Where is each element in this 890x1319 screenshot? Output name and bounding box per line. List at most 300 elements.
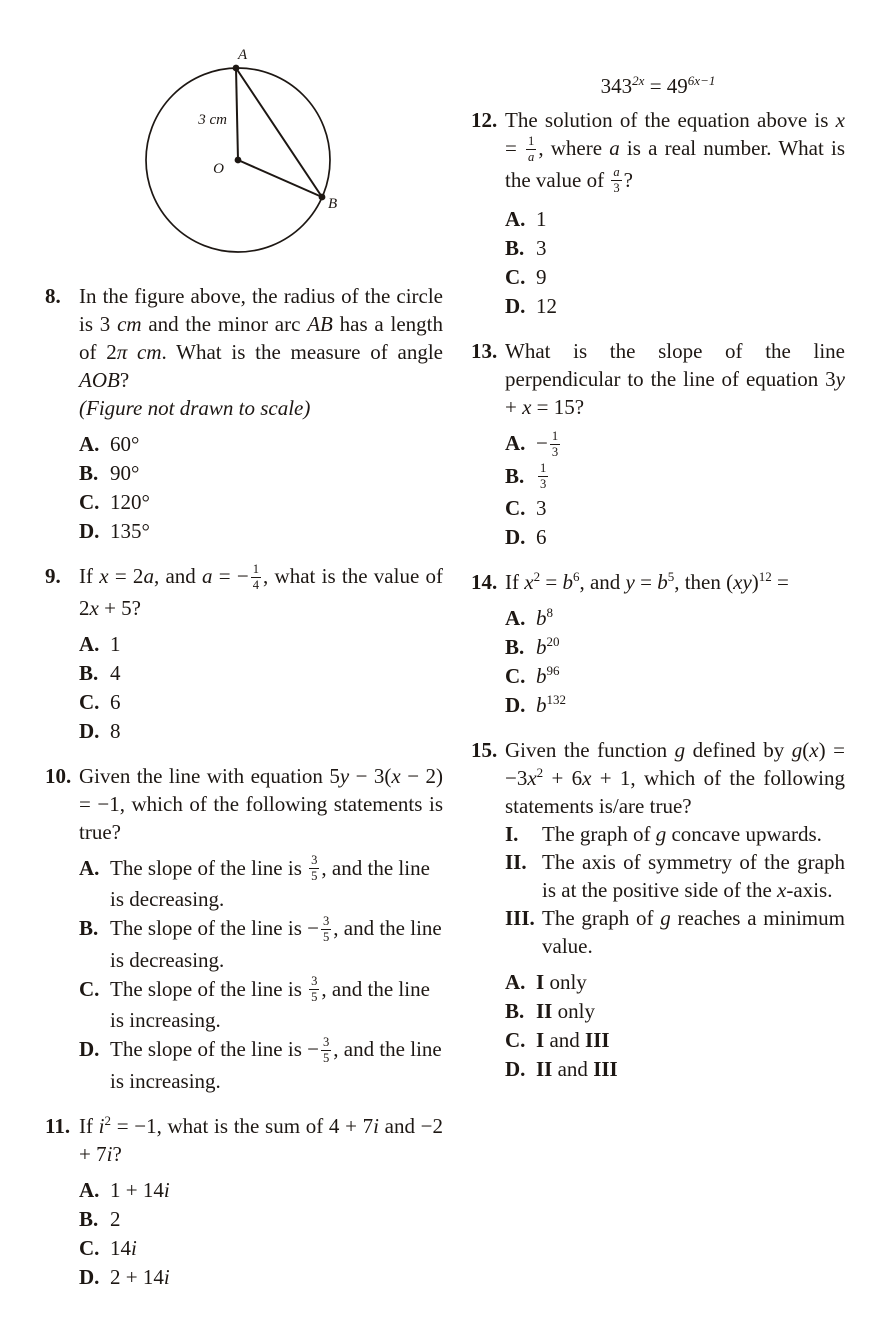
- text-run: and −2 + 7: [79, 1113, 443, 1166]
- text-run: 343: [600, 74, 633, 98]
- superscript: 12: [758, 569, 772, 585]
- option-b: [505, 462, 845, 494]
- option-d: [79, 1263, 443, 1291]
- statement-label: III.: [505, 906, 535, 931]
- text-run: 1: [536, 207, 547, 232]
- text-run: a: [609, 136, 620, 160]
- option-letter: C.: [505, 1028, 526, 1053]
- text-run: 1: [110, 631, 121, 656]
- fraction-numerator: 1: [551, 428, 559, 443]
- left-questions-container: [45, 282, 443, 1292]
- option-b: [505, 234, 845, 262]
- text-run: has a length of 2: [79, 312, 443, 364]
- option-letter: B.: [505, 463, 525, 488]
- question-14: [471, 568, 845, 720]
- fraction-numerator: 1: [528, 133, 535, 148]
- option-letter: B.: [79, 916, 99, 941]
- option-letter: D.: [505, 525, 526, 550]
- text-run: The graph of: [542, 822, 656, 847]
- option-content: [110, 1176, 443, 1204]
- question-content: [79, 1112, 443, 1292]
- question-15: [471, 736, 845, 1084]
- text-run: x: [89, 595, 99, 620]
- option-letter: A.: [505, 606, 526, 631]
- options-list: [505, 968, 845, 1083]
- text-run: b: [562, 570, 573, 595]
- question-body: [505, 337, 845, 421]
- option-d: [79, 517, 443, 545]
- text-run: The axis of symmetry of the graph is at the positive side of the: [542, 850, 845, 903]
- text-run: =: [634, 570, 658, 595]
- option-letter: A.: [505, 970, 526, 995]
- question-number: 13.: [471, 339, 498, 364]
- circle-figure-svg: [109, 46, 379, 270]
- figure-note: [79, 394, 443, 422]
- options-list: [505, 429, 845, 551]
- fraction: [550, 429, 560, 460]
- option-letter: C.: [79, 976, 100, 1001]
- option-a: [505, 604, 845, 632]
- text-run: 3: [536, 236, 547, 261]
- superscript: 6x−1: [687, 73, 716, 88]
- option-content: [110, 975, 443, 1035]
- text-run: g: [660, 906, 671, 931]
- option-d: [79, 717, 443, 745]
- text-run: i: [373, 1113, 379, 1138]
- option-letter: A.: [79, 1177, 100, 1202]
- option-content: [536, 234, 845, 262]
- option-content: [536, 662, 845, 690]
- statement-text: [542, 820, 845, 848]
- fraction-denominator: 3: [540, 477, 547, 492]
- radius-label: 3 cm: [198, 112, 227, 128]
- question-body: [79, 762, 443, 846]
- fraction-numerator: 3: [311, 974, 318, 989]
- option-b: [79, 659, 443, 687]
- text-run: 6: [110, 689, 121, 714]
- right-column: [471, 46, 845, 1305]
- question-content: [505, 736, 845, 1084]
- fraction-numerator: 3: [322, 1035, 330, 1050]
- option-letter: A.: [79, 855, 100, 880]
- question-number: 12.: [471, 108, 498, 132]
- option-letter: B.: [505, 236, 525, 261]
- fraction-denominator: 4: [252, 577, 260, 592]
- text-run: 9: [536, 265, 547, 290]
- option-letter: B.: [505, 635, 525, 660]
- question-content: [79, 562, 443, 746]
- option-a: [505, 205, 845, 233]
- superscript: 6: [572, 569, 580, 585]
- text-run: I: [536, 970, 545, 995]
- question-number: 10.: [45, 763, 72, 788]
- option-content: [536, 691, 845, 719]
- option-content: [536, 604, 845, 632]
- option-letter: A.: [79, 432, 100, 456]
- option-b: [79, 459, 443, 487]
- option-c: [505, 494, 845, 522]
- option-letter: D.: [505, 693, 526, 718]
- fraction-denominator: 5: [311, 990, 318, 1005]
- option-content: [536, 205, 845, 233]
- fraction-denominator: 3: [613, 181, 620, 196]
- text-run: i: [131, 1235, 137, 1260]
- option-content: [110, 854, 443, 914]
- circle-figure: [45, 46, 443, 270]
- text-run: b: [536, 693, 547, 718]
- option-content: [536, 462, 845, 494]
- text-run: defined by: [685, 738, 792, 763]
- statement-label: II.: [505, 850, 527, 875]
- text-run: ?: [112, 1141, 122, 1166]
- options-list: [79, 430, 443, 545]
- question-13: [471, 337, 845, 552]
- question-content: [79, 762, 443, 1096]
- question-12-lead-equation: [471, 72, 845, 100]
- option-letter: A.: [79, 631, 100, 656]
- option-d: [505, 292, 845, 320]
- option-a: [79, 1176, 443, 1204]
- text-run: y: [835, 367, 845, 392]
- options-list: [505, 205, 845, 320]
- option-c: [79, 688, 443, 716]
- options-list: [79, 630, 443, 745]
- fraction-denominator: 3: [551, 444, 559, 459]
- text-run: x: [99, 564, 109, 588]
- text-run: , and the line is increasing.: [110, 1037, 442, 1093]
- right-questions-container: [471, 72, 845, 1084]
- superscript: 20: [546, 634, 560, 650]
- point-a-label: A: [238, 47, 248, 63]
- text-run: reaches a minimum value.: [542, 906, 845, 959]
- text-run: y: [339, 763, 350, 788]
- option-content: [536, 429, 845, 461]
- superscript: 2: [104, 1112, 112, 1128]
- option-letter: B.: [79, 461, 99, 485]
- options-list: [79, 854, 443, 1095]
- text-run: π cm: [116, 340, 162, 364]
- fraction: [611, 165, 621, 196]
- text-run: = 15?: [531, 395, 585, 420]
- question-10: [45, 762, 443, 1096]
- option-b: [505, 633, 845, 661]
- fraction-numerator: 1: [252, 561, 260, 576]
- text-run: -axis.: [786, 878, 833, 903]
- option-letter: C.: [79, 490, 100, 514]
- point-a-dot: [233, 65, 240, 72]
- text-run: , where: [538, 136, 610, 160]
- text-run: x: [391, 763, 401, 788]
- fraction: [526, 134, 536, 165]
- text-run: x: [522, 395, 532, 420]
- text-run: x: [777, 878, 787, 903]
- text-run: + 6: [543, 766, 583, 791]
- text-run: y: [625, 570, 635, 595]
- option-b: [79, 1205, 443, 1233]
- text-run: What is the slope of the line perpendicular to the line of equation 3: [505, 339, 845, 392]
- option-d: [505, 691, 845, 719]
- text-run: 12: [536, 294, 557, 319]
- option-b: [505, 997, 845, 1025]
- question-12: [471, 72, 845, 321]
- text-run: = 49: [644, 74, 688, 98]
- statement-i: [505, 820, 845, 848]
- text-run: =: [771, 570, 789, 595]
- text-run: xy: [733, 570, 752, 595]
- option-content: [536, 968, 845, 996]
- option-c: [79, 1234, 443, 1262]
- option-content: [110, 430, 443, 458]
- option-c: [79, 488, 443, 516]
- option-d: [505, 1055, 845, 1083]
- fraction-numerator: 1: [540, 461, 547, 476]
- fraction-denominator: a: [528, 149, 535, 164]
- text-run: ): [751, 570, 759, 595]
- question-number: 8.: [45, 284, 61, 308]
- option-a: [505, 429, 845, 461]
- superscript: 96: [546, 663, 560, 679]
- text-run: (Figure not drawn to scale): [79, 396, 311, 420]
- text-run: g: [791, 738, 803, 763]
- fraction: [321, 1035, 331, 1066]
- text-run: i: [163, 1177, 170, 1202]
- text-run: only: [552, 999, 595, 1024]
- text-run: i: [98, 1113, 105, 1138]
- question-row: [45, 282, 443, 546]
- text-run: In the figure above, the radius of the circle is 3: [79, 284, 443, 336]
- option-content: [536, 494, 845, 522]
- fraction-numerator: 3: [322, 913, 330, 928]
- text-run: i: [106, 1141, 113, 1166]
- point-b-dot: [319, 194, 326, 201]
- question-number: 9.: [45, 564, 61, 588]
- text-run: , then (: [674, 570, 734, 595]
- question-11: [45, 1112, 443, 1292]
- text-run: b: [536, 606, 547, 631]
- text-run: 2 + 14: [110, 1264, 164, 1289]
- option-content: [536, 1026, 845, 1054]
- option-c: [505, 1026, 845, 1054]
- text-run: x: [835, 108, 845, 132]
- text-run: x: [524, 570, 534, 595]
- text-run: II: [536, 999, 553, 1024]
- option-c: [505, 263, 845, 291]
- option-content: [110, 717, 443, 745]
- option-content: [536, 523, 845, 551]
- text-run: x: [809, 738, 819, 763]
- text-run: is a real number. What is the value of: [505, 136, 845, 192]
- question-row: [471, 337, 845, 552]
- question-number: 11.: [45, 1113, 71, 1138]
- point-b-label: B: [328, 196, 338, 212]
- question-row: [45, 1112, 443, 1292]
- option-content: [110, 1234, 443, 1262]
- option-letter: D.: [79, 718, 100, 743]
- point-o-dot: [235, 157, 242, 164]
- question-body: [505, 106, 845, 197]
- text-run: Given the line with equation 5: [79, 763, 340, 788]
- question-content: [505, 106, 845, 321]
- question-row: [45, 762, 443, 1096]
- text-run: 135°: [110, 519, 150, 543]
- option-content: [110, 1035, 443, 1095]
- option-a: [79, 854, 443, 914]
- option-letter: B.: [79, 1206, 99, 1231]
- text-run: 60°: [110, 432, 140, 456]
- text-run: 2: [110, 1206, 121, 1231]
- option-content: [110, 459, 443, 487]
- text-run: i: [163, 1264, 170, 1289]
- text-run: and: [552, 1057, 594, 1082]
- text-run: and the minor arc: [141, 312, 308, 336]
- text-run: g: [674, 738, 686, 763]
- option-content: [110, 1205, 443, 1233]
- text-run: ?: [119, 368, 130, 392]
- text-run: AB: [307, 312, 333, 336]
- question-content: [505, 337, 845, 552]
- option-content: [536, 263, 845, 291]
- text-run: b: [536, 635, 547, 660]
- text-run: The graph of: [542, 906, 661, 931]
- text-run: − 3(: [349, 763, 392, 788]
- text-run: If: [79, 564, 100, 588]
- text-run: II: [536, 1057, 553, 1082]
- option-letter: C.: [79, 1235, 100, 1260]
- text-run: The solution of the equation above is: [505, 108, 836, 132]
- question-9: [45, 562, 443, 746]
- fraction-numerator: a: [613, 165, 620, 180]
- superscript: 2: [536, 765, 544, 781]
- text-run: AOB: [79, 368, 120, 392]
- text-run: 1 + 14: [110, 1177, 164, 1202]
- text-run: a: [202, 564, 213, 588]
- text-run: . What is the measure of angle: [161, 340, 443, 364]
- option-letter: D.: [79, 1037, 100, 1062]
- text-run: (: [802, 738, 810, 763]
- option-c: [505, 662, 845, 690]
- option-content: [110, 688, 443, 716]
- text-run: =: [540, 570, 563, 595]
- text-run: 4: [110, 660, 121, 685]
- text-run: The slope of the line is: [110, 855, 308, 880]
- fraction-numerator: 3: [311, 853, 318, 868]
- text-run: −: [536, 431, 548, 456]
- question-body: [79, 1112, 443, 1168]
- options-list: [505, 604, 845, 719]
- text-run: and: [544, 1028, 586, 1053]
- option-letter: B.: [505, 999, 525, 1024]
- text-run: , what is the value of 2: [79, 564, 444, 620]
- statement-label: I.: [505, 822, 519, 847]
- text-run: 8: [110, 718, 121, 743]
- option-content: [110, 914, 443, 974]
- question-body: [505, 568, 845, 596]
- fraction: [251, 562, 261, 593]
- text-run: If: [505, 570, 525, 595]
- text-run: only: [544, 970, 587, 995]
- superscript: 2x: [632, 73, 645, 88]
- text-run: concave upwards.: [666, 822, 822, 847]
- option-letter: C.: [505, 265, 526, 290]
- option-letter: A.: [505, 207, 526, 232]
- text-run: , and: [579, 570, 626, 595]
- question-body: [79, 562, 443, 622]
- text-run: 14: [110, 1235, 131, 1260]
- option-b: [79, 914, 443, 974]
- text-run: + 1, which of the following statements is/are true?: [505, 766, 845, 819]
- text-run: + 5?: [98, 595, 141, 620]
- superscript: 132: [546, 692, 567, 708]
- text-run: , and the line is increasing.: [110, 976, 430, 1033]
- text-run: , and the line is decreasing.: [110, 855, 430, 912]
- option-content: [110, 517, 443, 545]
- fraction: [309, 853, 319, 884]
- option-d: [505, 523, 845, 551]
- text-run: = −1, what is the sum of 4 + 7: [111, 1113, 374, 1138]
- option-letter: C.: [505, 496, 526, 521]
- option-letter: A.: [505, 431, 526, 456]
- text-run: =: [505, 136, 525, 160]
- option-letter: C.: [505, 664, 526, 689]
- question-body: [505, 736, 845, 820]
- option-letter: D.: [79, 519, 100, 543]
- fraction-denominator: 5: [311, 869, 318, 884]
- text-run: I: [536, 1028, 545, 1053]
- statement-text: [542, 904, 845, 960]
- fraction-denominator: 5: [322, 1050, 330, 1065]
- superscript: 2: [533, 569, 541, 585]
- fraction-denominator: 5: [322, 929, 330, 944]
- option-a: [505, 968, 845, 996]
- option-letter: D.: [505, 1057, 526, 1082]
- superscript: 5: [667, 569, 675, 585]
- option-content: [536, 633, 845, 661]
- question-content: [505, 568, 845, 720]
- statement-text: [542, 848, 845, 904]
- question-row: [471, 736, 845, 1084]
- text-run: 120°: [110, 490, 150, 514]
- text-run: b: [536, 664, 547, 689]
- text-run: III: [585, 1028, 610, 1053]
- option-letter: C.: [79, 689, 100, 714]
- radius-oa-line: [236, 68, 238, 160]
- option-d: [79, 1035, 443, 1095]
- option-a: [79, 630, 443, 658]
- text-run: The slope of the line is: [110, 976, 308, 1001]
- text-run: The slope of the line is −: [110, 1037, 319, 1062]
- question-row: [471, 106, 845, 321]
- question-8: [45, 282, 443, 546]
- text-run: 90°: [110, 461, 140, 485]
- option-content: [110, 488, 443, 516]
- statement-iii: [505, 904, 845, 960]
- option-content: [110, 1263, 443, 1291]
- option-content: [536, 997, 845, 1025]
- fraction: [309, 974, 319, 1005]
- text-run: = 2: [108, 564, 144, 588]
- left-column: [45, 46, 443, 1305]
- text-run: ?: [623, 167, 633, 192]
- text-run: III: [593, 1057, 618, 1082]
- text-run: b: [657, 570, 668, 595]
- text-run: ) = −3: [505, 738, 845, 791]
- question-row: [45, 562, 443, 746]
- text-run: , and the line is decreasing.: [110, 916, 442, 972]
- options-list: [79, 1176, 443, 1291]
- option-content: [536, 1055, 845, 1083]
- text-run: +: [505, 395, 523, 420]
- text-run: x: [527, 766, 537, 791]
